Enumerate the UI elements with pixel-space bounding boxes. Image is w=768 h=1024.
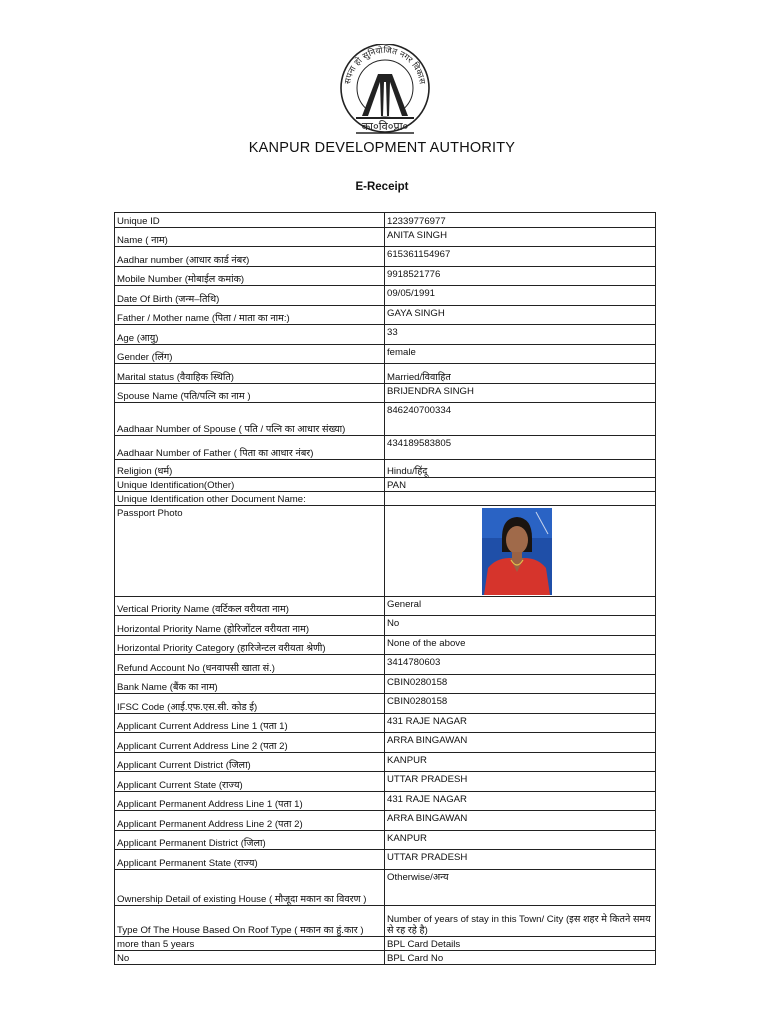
table-row — [115, 694, 656, 714]
table-row — [115, 772, 656, 792]
field-label: Mobile Number (मोबाईल कमांक) — [115, 267, 385, 286]
table-row — [115, 937, 656, 951]
field-label: Horizontal Priority Name (होरिजोंटल वरीयता नाम) — [115, 616, 385, 636]
field-label: Applicant Current State (राज्य) — [115, 772, 385, 792]
logo-abbreviation: का०वि०प्रा० — [361, 120, 409, 133]
kda-logo — [338, 44, 432, 136]
field-label: Marital status (वैवाहिक स्थिति) — [115, 364, 385, 384]
field-label: Refund Account No (धनवापसी खाता सं.) — [115, 655, 385, 675]
table-row — [115, 733, 656, 753]
table-row — [115, 831, 656, 850]
passport-photo-row — [115, 506, 656, 597]
table-row — [115, 306, 656, 325]
table-row — [115, 792, 656, 811]
field-value: CBIN0280158 — [385, 694, 656, 714]
field-label: Ownership Detail of existing House ( मौजूदा मकान का विवरण ) — [115, 870, 385, 906]
receipt-table — [114, 212, 656, 965]
field-label: Date Of Birth (जन्म–तिथि) — [115, 286, 385, 306]
table-row — [115, 655, 656, 675]
passport-photo — [482, 508, 552, 595]
table-row — [115, 436, 656, 460]
table-row — [115, 753, 656, 772]
table-row — [115, 811, 656, 831]
field-value: UTTAR PRADESH — [385, 772, 656, 792]
table-row — [115, 906, 656, 937]
field-value: 09/05/1991 — [385, 286, 656, 306]
table-row — [115, 384, 656, 403]
field-label: Applicant Current Address Line 1 (पता 1) — [115, 714, 385, 733]
field-label: Aadhaar Number of Spouse ( पति / पत्नि का आधार संख्या) — [115, 403, 385, 436]
field-label: Unique Identification(Other) — [115, 478, 385, 492]
table-row — [115, 850, 656, 870]
field-label: Type Of The House Based On Roof Type ( मकान का हुं.कार ) — [115, 906, 385, 937]
table-row — [115, 675, 656, 694]
table-row — [115, 460, 656, 478]
logo-motto: सपना हो सुनियोजित नगर विकास — [343, 45, 427, 85]
field-label: Aadhar number (आधार कार्ड नंबर) — [115, 247, 385, 267]
organization-name: KANPUR DEVELOPMENT AUTHORITY — [248, 140, 516, 156]
table-row — [115, 228, 656, 247]
field-label: Applicant Permanent Address Line 1 (पता 1) — [115, 792, 385, 811]
receipt-title: E-Receipt — [355, 181, 409, 193]
field-value: 615361154967 — [385, 247, 656, 267]
field-value: 33 — [385, 325, 656, 345]
table-row — [115, 870, 656, 906]
table-row — [115, 403, 656, 436]
field-label: Vertical Priority Name (वर्टिकल वरीयता नाम) — [115, 597, 385, 616]
field-value: UTTAR PRADESH — [385, 850, 656, 870]
field-value: Number of years of stay in this Town/ City (इस शहर मे कितने समय से रह रहे है) — [385, 906, 656, 937]
field-label: Father / Mother name (पिता / माता का नाम:) — [115, 306, 385, 325]
field-value: 12339776977 — [385, 213, 656, 228]
field-value: Otherwise/अन्य — [385, 870, 656, 906]
table-row — [115, 951, 656, 965]
field-value: KANPUR — [385, 753, 656, 772]
table-row — [115, 213, 656, 228]
field-value: 3414780603 — [385, 655, 656, 675]
field-value: GAYA SINGH — [385, 306, 656, 325]
table-row — [115, 714, 656, 733]
field-value: PAN — [385, 478, 656, 492]
field-label: more than 5 years — [115, 937, 385, 951]
field-label: Applicant Permanent State (राज्य) — [115, 850, 385, 870]
field-label: Religion (धर्म) — [115, 460, 385, 478]
field-value: 431 RAJE NAGAR — [385, 714, 656, 733]
field-label: Aadhaar Number of Father ( पिता का आधार नंबर) — [115, 436, 385, 460]
field-value: General — [385, 597, 656, 616]
table-row — [115, 597, 656, 616]
table-row — [115, 267, 656, 286]
field-value: 434189583805 — [385, 436, 656, 460]
field-value: 9918521776 — [385, 267, 656, 286]
table-row — [115, 616, 656, 636]
field-value: ARRA BINGAWAN — [385, 811, 656, 831]
table-row — [115, 492, 656, 506]
field-value: Married/विवाहित — [385, 364, 656, 384]
field-value: KANPUR — [385, 831, 656, 850]
field-label: Unique ID — [115, 213, 385, 228]
field-value: 431 RAJE NAGAR — [385, 792, 656, 811]
field-label: Gender (लिंग) — [115, 345, 385, 364]
field-value — [385, 492, 656, 506]
field-value: BRIJENDRA SINGH — [385, 384, 656, 403]
table-row — [115, 345, 656, 364]
field-label: Applicant Permanent District (जिला) — [115, 831, 385, 850]
field-label: No — [115, 951, 385, 965]
field-value: BPL Card No — [385, 951, 656, 965]
table-row — [115, 325, 656, 345]
field-value: BPL Card Details — [385, 937, 656, 951]
field-value: No — [385, 616, 656, 636]
field-value: ARRA BINGAWAN — [385, 733, 656, 753]
field-label: Applicant Current District (जिला) — [115, 753, 385, 772]
field-label: Passport Photo — [115, 506, 385, 597]
field-value: CBIN0280158 — [385, 675, 656, 694]
field-value: female — [385, 345, 656, 364]
field-label: Bank Name (बैंक का नाम) — [115, 675, 385, 694]
field-value: Hindu/हिंदू — [385, 460, 656, 478]
field-label: IFSC Code (आई.एफ.एस.सी. कोड ई) — [115, 694, 385, 714]
table-row — [115, 247, 656, 267]
field-label: Applicant Permanent Address Line 2 (पता 2) — [115, 811, 385, 831]
field-label: Unique Identification other Document Name: — [115, 492, 385, 506]
table-row — [115, 636, 656, 655]
field-label: Name ( नाम) — [115, 228, 385, 247]
table-row — [115, 478, 656, 492]
field-label: Applicant Current Address Line 2 (पता 2) — [115, 733, 385, 753]
photo-cell — [385, 506, 656, 597]
field-value: None of the above — [385, 636, 656, 655]
table-row — [115, 286, 656, 306]
field-label: Horizontal Priority Category (हारिजेन्टल वरीयता श्रेणी) — [115, 636, 385, 655]
field-label: Age (आयु) — [115, 325, 385, 345]
field-label: Spouse Name (पति/पत्नि का नाम ) — [115, 384, 385, 403]
field-value: ANITA SINGH — [385, 228, 656, 247]
field-value: 846240700334 — [385, 403, 656, 436]
table-row — [115, 364, 656, 384]
